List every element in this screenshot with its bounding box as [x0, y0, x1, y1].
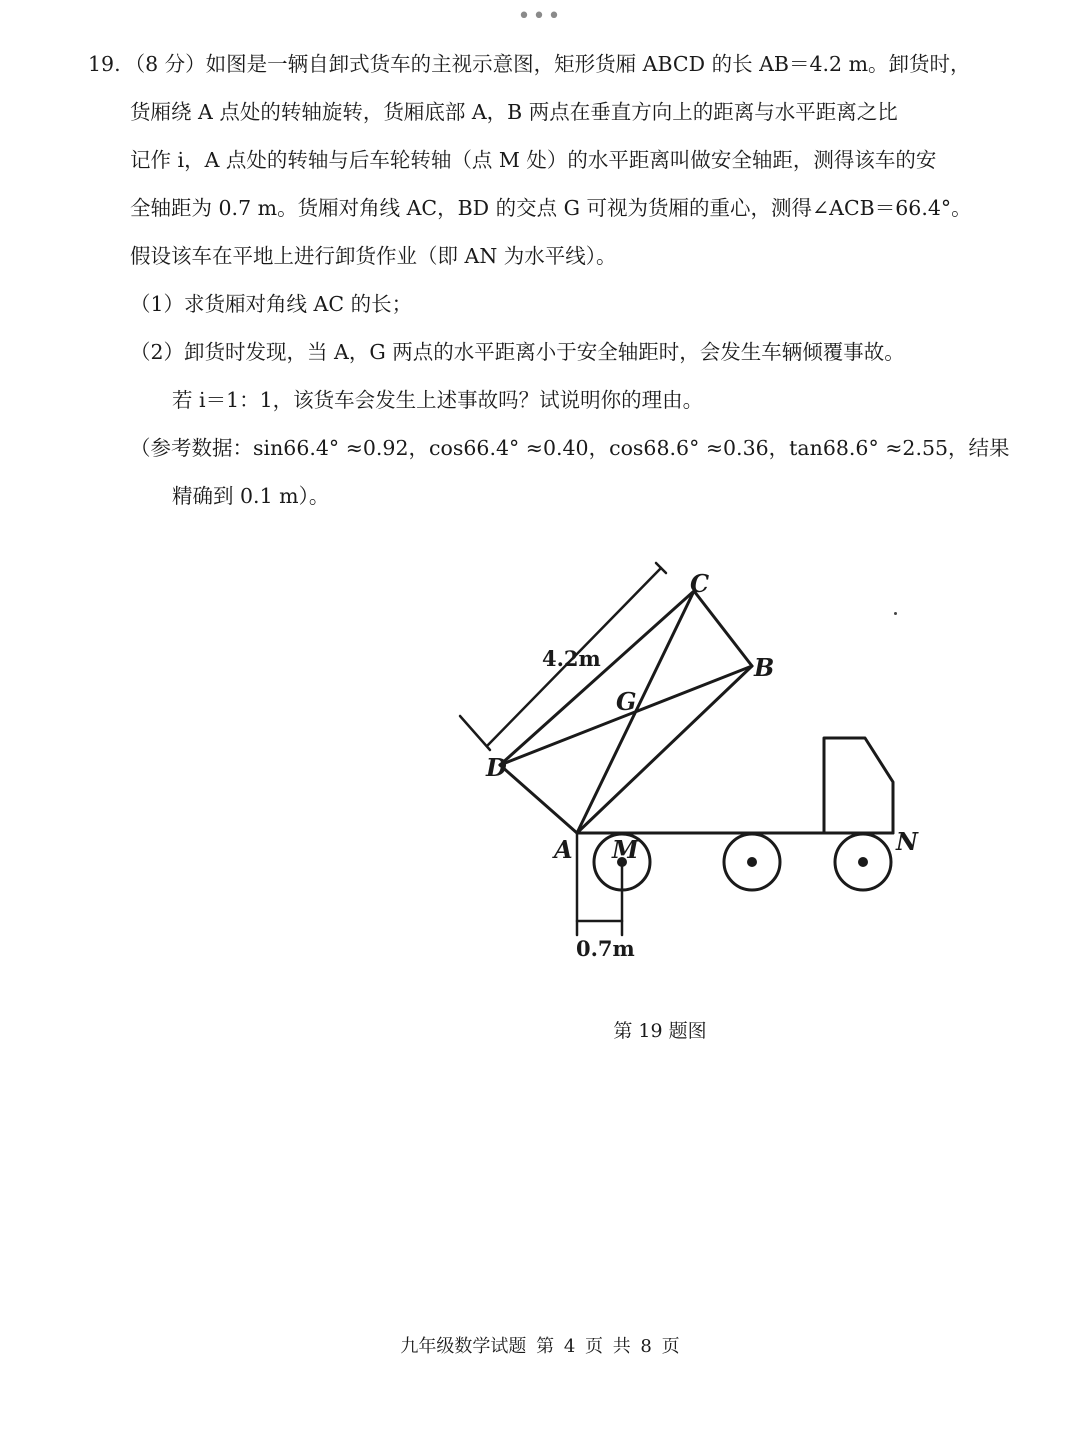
reference-data-line-2: 精确到 0.1 m）。 — [172, 484, 330, 508]
segment-BC — [694, 591, 752, 666]
segment-DA — [500, 765, 577, 833]
problem-text-1: 如图是一辆自卸式货车的主视示意图，矩形货厢 ABCD 的长 AB＝4.2 m。卸货时， — [205, 52, 971, 76]
label-N: N — [896, 827, 918, 856]
question-2: （2）卸货时发现，当 A，G 两点的水平距离小于安全轴距时，会发生车辆倾覆事故。 — [130, 340, 905, 364]
menu-dots-icon[interactable]: ••• — [517, 4, 563, 29]
segment-AB — [577, 666, 752, 833]
label-D: D — [486, 753, 507, 782]
dimension-tick-left — [460, 716, 490, 750]
label-M: M — [612, 835, 639, 864]
scan-speck — [894, 612, 897, 615]
figure-caption: 第 19 题图 — [613, 1020, 707, 1042]
label-B: B — [754, 653, 775, 682]
label-C: C — [690, 569, 710, 598]
length-label-4-2m: 4.2m — [542, 646, 601, 671]
truck-cab — [824, 738, 893, 833]
question-2-continued: 若 i＝1：1，该货车会发生上述事故吗？试说明你的理由。 — [172, 388, 704, 412]
reference-data-line-1: （参考数据：sin66.4° ≈0.92，cos66.4° ≈0.40，cos68.6° ≈0.36，tan68.6° ≈2.55，结果 — [130, 436, 1010, 460]
segment-CD — [500, 591, 694, 765]
label-G: G — [616, 687, 637, 716]
problem-number: 19. — [88, 52, 121, 76]
problem-stem-line-3: 记作 i，A 点处的转轴与后车轮转轴（点 M 处）的水平距离叫做安全轴距，测得该车的安 — [130, 148, 937, 172]
page-footer: 九年级数学试题 第 4 页 共 8 页 — [400, 1336, 680, 1357]
front-wheel-axle — [858, 857, 868, 867]
problem-stem-line-1 — [88, 40, 971, 88]
problem-stem-line-5: 假设该车在平地上进行卸货作业（即 AN 为水平线）。 — [130, 244, 617, 268]
dump-truck-figure — [440, 560, 940, 980]
problem-score: （8 分） — [124, 52, 206, 76]
problem-stem-line-2: 货厢绕 A 点处的转轴旋转，货厢底部 A，B 两点在垂直方向上的距离与水平距离之比 — [130, 100, 898, 124]
middle-wheel-axle — [747, 857, 757, 867]
problem-stem-line-4: 全轴距为 0.7 m。货厢对角线 AC，BD 的交点 G 可视为货厢的重心，测得∠ACB＝66.4°。 — [130, 196, 972, 220]
dump-truck-diagram — [440, 560, 940, 980]
label-A: A — [554, 835, 573, 864]
axle-label-0-7m: 0.7m — [576, 936, 635, 961]
problem-19 — [88, 40, 1010, 520]
question-1: （1）求货厢对角线 AC 的长； — [130, 292, 413, 316]
